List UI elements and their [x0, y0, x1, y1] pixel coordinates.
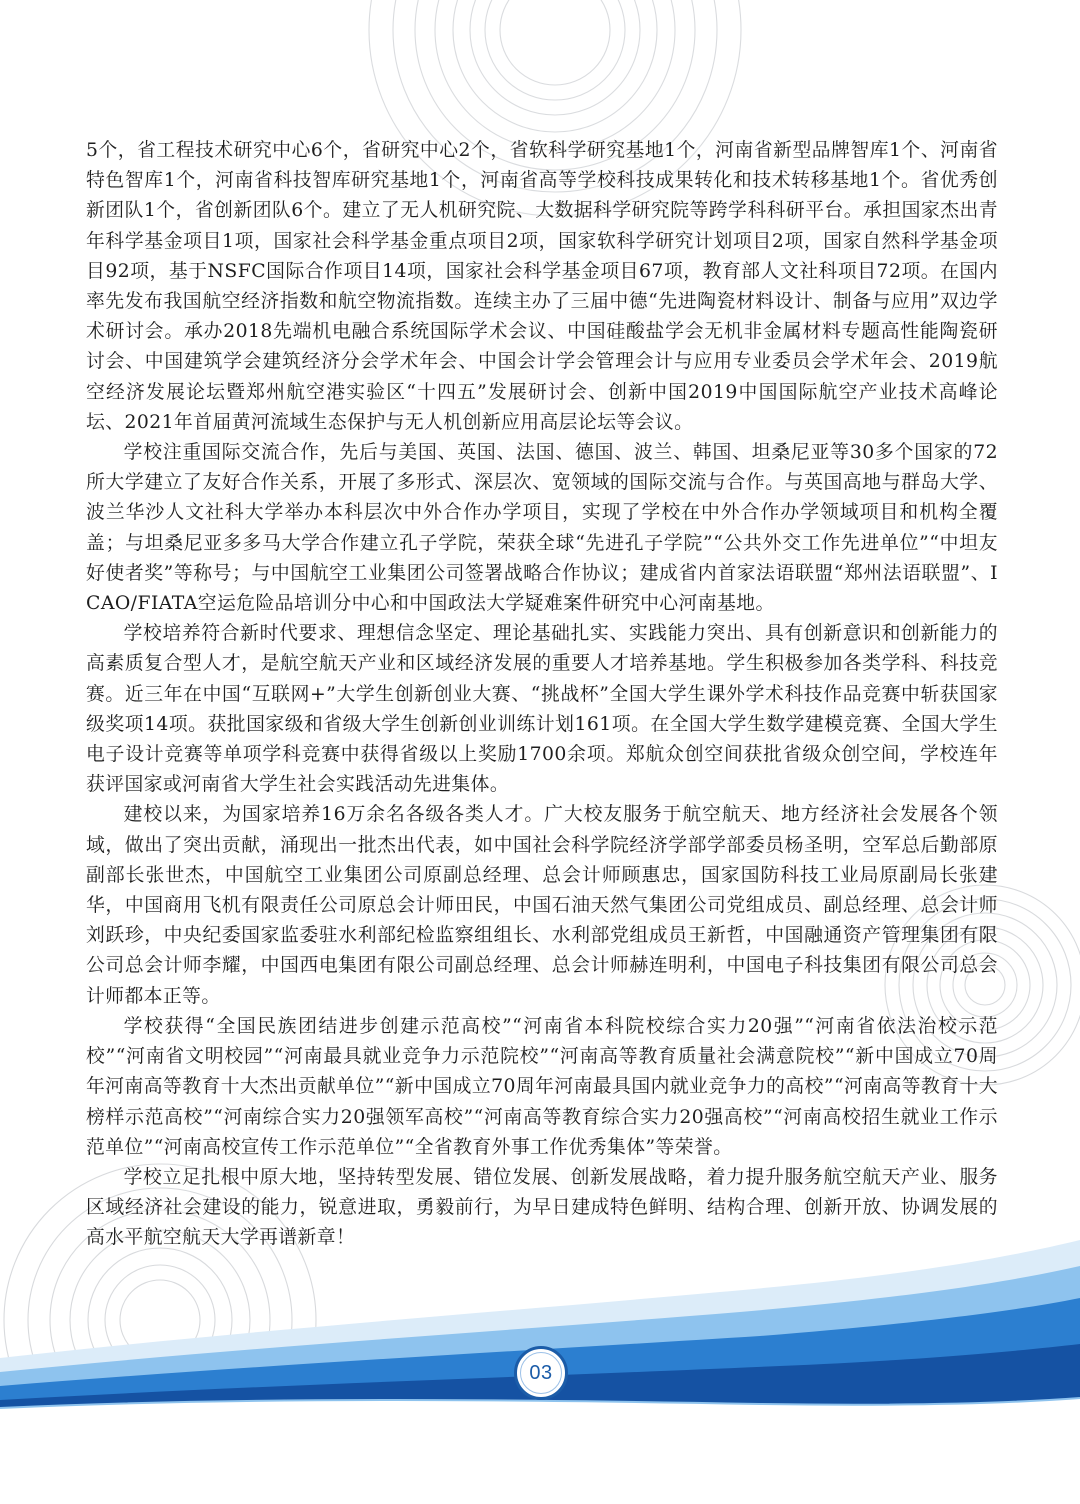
paragraph-international-cooperation: 学校注重国际交流合作，先后与美国、英国、法国、德国、波兰、韩国、坦桑尼亚等30多个国家的72所大学建立了友好合作关系，开展了多形式、深层次、宽领域的国际交流与合作。与英国高地与群岛大学、波兰华沙人文社科大学举办本科层次中外合作办学项目，实现了学校在中外合作办学领域项目和机构全覆盖；与坦桑尼亚多多马大学合作建立孔子学院，荣获全球“先进孔子学院”“公共外交工作先进单位”“中坦友好使者奖”等称号；与中国航空工业集团公司签署战略合作协议；建成省内首家法语联盟“郑州法语联盟”、ICAO/FIATA空运危险品培训分中心和中国政法大学疑难案件研究中心河南基地。: [86, 442, 998, 615]
page-number-badge: [514, 1346, 568, 1400]
paragraph-research-platforms: 5个，省工程技术研究中心6个，省研究中心2个，省软科学研究基地1个，河南省新型品牌智库1个、河南省特色智库1个，河南省科技智库研究基地1个，河南省高等学校科技成果转化和技术转移基地1个。省优秀创新团队1个，省创新团队6个。建立了无人机研究院、大数据科学研究院等跨学科科研平台。承担国家杰出青年科学基金项目1项，国家社会科学基金重点项目2项，国家软科学研究计划项目2项，国家自然科学基金项目92项，基于NSFC国际合作项目14项，国家社会科学基金项目67项，教育部人文社科项目72项。在国内率先发布我国航空经济指数和航空物流指数。连续主办了三届中德“先进陶瓷材料设计、制备与应用”双边学术研讨会。承办2018先端机电融合系统国际学术会议、中国硅酸盐学会无机非金属材料专题高性能陶瓷研讨会、中国建筑学会建筑经济分会学术年会、中国会计学会管理会计与应用专业委员会学术年会、2019航空经济发展论坛暨郑州航空港实验区“十四五”发展研讨会、创新中国2019中国国际航空产业技术高峰论坛、2021年首届黄河流域生态保护与无人机创新应用高层论坛等会议。: [86, 140, 998, 433]
paragraph-vision: 学校立足扎根中原大地，坚持转型发展、错位发展、创新发展战略，着力提升服务航空航天产业、服务区域经济社会建设的能力，锐意进取，勇毅前行，为早日建成特色鲜明、结构合理、创新开放、协调发展的高水平航空航天大学再谱新章！: [86, 1166, 998, 1249]
paragraph-honors: 学校获得“全国民族团结进步创建示范高校”“河南省本科院校综合实力20强”“河南省依法治校示范校”“河南省文明校园”“河南最具就业竞争力示范院校”“河南高等教育质量社会满意院校”“新中国成立70周年河南高等教育十大杰出贡献单位”“新中国成立70周年河南最具国内就业竞争力的高校”“河南高等教育十大榜样示范高校”“河南综合实力20强领军高校”“河南高等教育综合实力20强高校”“河南高校招生就业工作示范单位”“河南高校宣传工作示范单位”“全省教育外事工作优秀集体”等荣誉。: [86, 1015, 998, 1158]
paragraph-talent-cultivation: 学校培养符合新时代要求、理想信念坚定、理论基础扎实、实践能力突出、具有创新意识和创新能力的高素质复合型人才，是航空航天产业和区域经济发展的重要人才培养基地。学生积极参加各类学科、科技竞赛。近三年在中国“互联网+”大学生创新创业大赛、“挑战杯”全国大学生课外学术科技作品竞赛中斩获国家级奖项14项。获批国家级和省级大学生创新创业训练计划161项。在全国大学生数学建模竞赛、全国大学生电子设计竞赛等单项学科竞赛中获得省级以上奖励1700余项。郑航众创空间获批省级众创空间，学校连年获评国家或河南省大学生社会实践活动先进集体。: [86, 623, 998, 796]
page-number: 03: [529, 1361, 553, 1384]
article-body: [86, 136, 998, 1254]
paragraph-alumni: 建校以来，为国家培养16万余名各级各类人才。广大校友服务于航空航天、地方经济社会发展各个领域，做出了突出贡献，涌现出一批杰出代表，如中国社会科学院经济学部学部委员杨圣明，空军总后勤部原副部长张世杰，中国航空工业集团公司原副总经理、总会计师顾惠忠，国家国防科技工业局原副局长张建华，中国商用飞机有限责任公司原总会计师田民，中国石油天然气集团公司党组成员、副总经理、总会计师刘跃珍，中央纪委国家监委驻水利部纪检监察组组长、水利部党组成员王新哲，中国融通资产管理集团有限公司总会计师李耀，中国西电集团有限公司副总经理、总会计师赫连明利，中国电子科技集团有限公司总会计师都本正等。: [86, 804, 998, 1007]
white-page-bottom: [0, 1398, 1080, 1504]
